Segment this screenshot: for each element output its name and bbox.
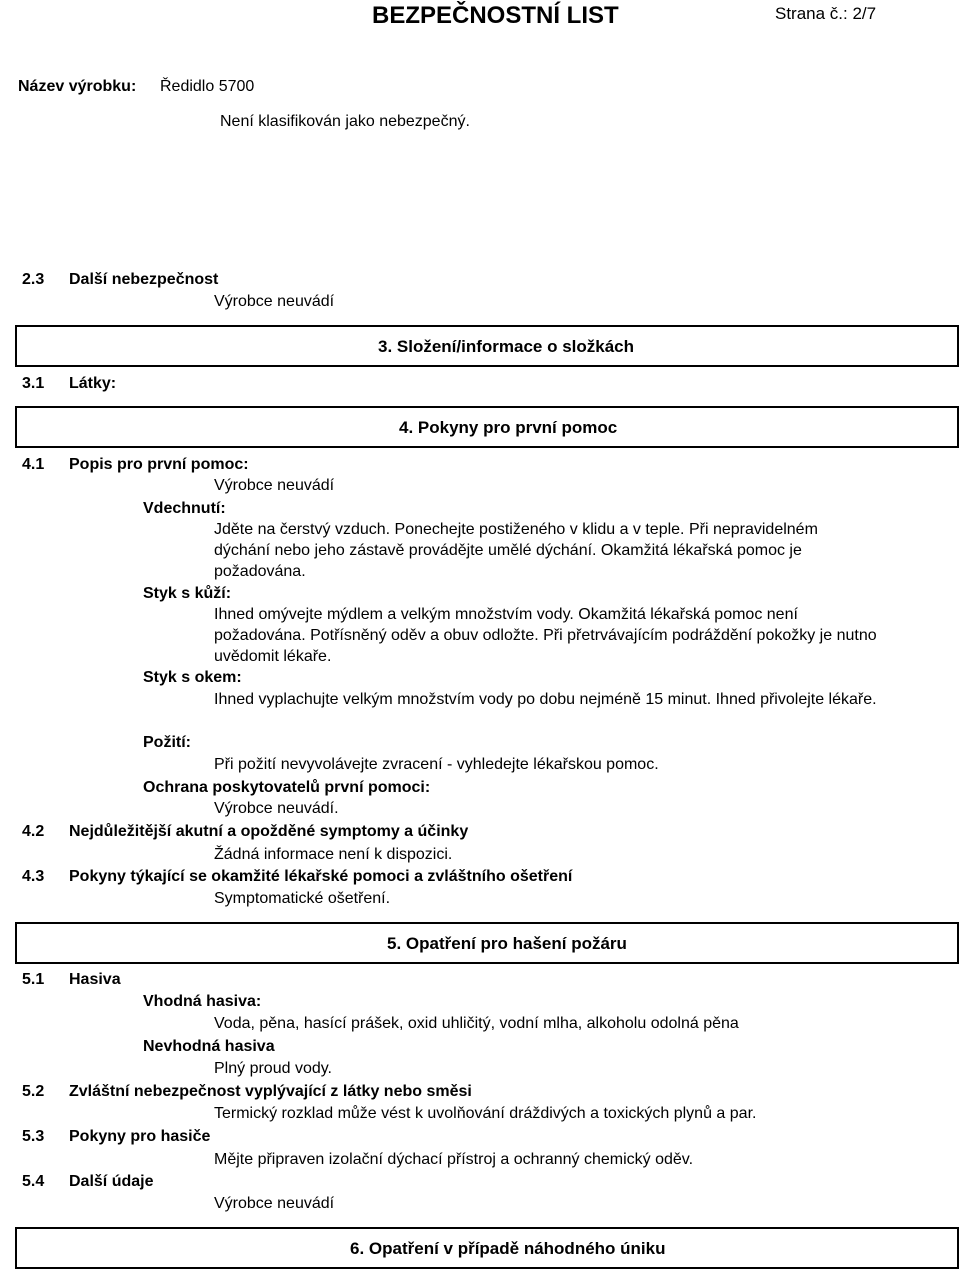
document-title: BEZPEČNOSTNÍ LIST [372,2,619,29]
s5-3-number: 5.3 [22,1128,45,1145]
unsuitable-media-label: Nevhodná hasiva [143,1038,275,1055]
s5-1-number: 5.1 [22,971,45,988]
section-3-heading: 3. Složení/informace o složkách [378,337,635,356]
s5-2-number: 5.2 [22,1083,45,1100]
s4-3-number: 4.3 [22,868,45,885]
s3-1-title: Látky: [69,375,117,392]
suitable-media-label: Vhodná hasiva: [143,993,262,1010]
section-6-heading: 6. Opatření v případě náhodného úniku [350,1239,666,1258]
section-4-heading: 4. Pokyny pro první pomoc [399,418,618,437]
s5-3-text: Mějte připraven izolační dýchací přístroj a ochranný chemický oděv. [214,1151,694,1168]
inhalation-text: Jděte na čerstvý vzduch. Ponechejte postiženého v klidu a v teple. Při nepravidelném dýchání nebo jeho zástavě provádějte umělé dýchání. Okamžitá lékařská pomoc je požadována. [214,521,818,580]
eye-text: Ihned vyplachujte velkým množstvím vody po dobu nejméně 15 minut. Ihned přivolejte lékaře. [214,691,877,708]
s4-3-title: Pokyny týkající se okamžité lékařské pomoci a zvláštního ošetření [69,868,573,885]
product-name: Ředidlo 5700 [160,78,255,95]
suitable-media-text: Voda, pěna, hasící prášek, oxid uhličitý, vodní mlha, alkoholu odolná pěna [214,1015,739,1032]
unsuitable-media-text: Plný proud vody. [214,1060,332,1077]
s4-1-number: 4.1 [22,456,45,473]
ingestion-label: Požití: [143,734,191,751]
protection-label: Ochrana poskytovatelů první pomoci: [143,779,431,796]
s4-2-title: Nejdůležitější akutní a opožděné symptomy a účinky [69,823,469,840]
s4-1-text: Výrobce neuvádí [214,477,335,494]
product-label: Název výrobku: [18,78,137,95]
s3-1-number: 3.1 [22,375,45,392]
page-number: Strana č.: 2/7 [775,4,877,23]
s5-1-title: Hasiva [69,971,121,988]
ingestion-text: Při požití nevyvolávejte zvracení - vyhledejte lékařskou pomoc. [214,756,659,773]
s5-4-title: Další údaje [69,1173,154,1190]
section-5-heading: 5. Opatření pro hašení požáru [387,934,627,953]
section-3-header [15,325,959,367]
s5-4-number: 5.4 [22,1173,45,1190]
protection-text: Výrobce neuvádí. [214,800,339,817]
s5-3-title: Pokyny pro hasiče [69,1128,211,1145]
s5-2-text: Termický rozklad může vést k uvolňování dráždivých a toxických plynů a par. [214,1105,757,1122]
classification-note: Není klasifikován jako nebezpečný. [220,113,470,130]
s2-3-title: Další nebezpečnost [69,271,219,288]
eye-label: Styk s okem: [143,669,242,686]
s2-3-number: 2.3 [22,271,45,288]
section-4-header [15,406,959,448]
skin-label: Styk s kůží: [143,585,232,602]
s5-4-text: Výrobce neuvádí [214,1195,335,1212]
section-5-header [15,922,959,964]
skin-text: Ihned omývejte mýdlem a velkým množstvím vody. Okamžitá lékařská pomoc není požadována. Potřísněný oděv a obuv odložte. Při přetrvávajícím podráždění pokožky je nutno uvědomit lékaře. [214,606,877,665]
s4-3-text: Symptomatické ošetření. [214,890,391,907]
inhalation-label: Vdechnutí: [143,500,226,517]
s2-3-text: Výrobce neuvádí [214,293,335,310]
s4-2-text: Žádná informace není k dispozici. [214,846,453,863]
s5-2-title: Zvláštní nebezpečnost vyplývající z látky nebo směsi [69,1083,472,1100]
s4-1-title: Popis pro první pomoc: [69,456,249,473]
section-6-header [15,1227,959,1269]
s4-2-number: 4.2 [22,823,45,840]
